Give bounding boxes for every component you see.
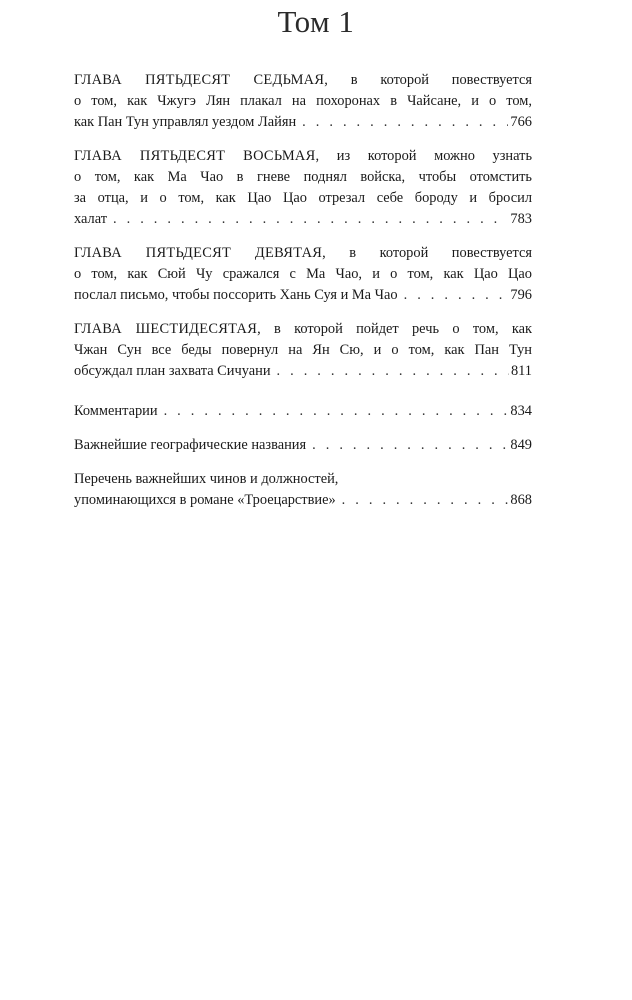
dot-leader: [312, 435, 508, 456]
chapter-description-start: , из которой можно узнать: [315, 148, 532, 164]
toc-entry-leader-line: [74, 285, 532, 306]
dot-leader: [113, 209, 508, 230]
toc-entry-ranks-and-posts[interactable]: [74, 469, 532, 511]
toc-entry-line: о том, как Чжугэ Лян плакал на похоронах в Чайсане, и о том,: [74, 93, 532, 109]
chapter-description-start: , в которой повествуется: [324, 72, 532, 88]
chapter-description-end: послал письмо, чтобы поссорить Хань Суя и Ма Чао: [74, 287, 398, 303]
table-of-contents: [74, 70, 532, 511]
toc-entry-leader-line: [74, 112, 532, 133]
chapter-description-end: обсуждал план захвата Сичуани: [74, 363, 271, 379]
dot-leader: [277, 361, 509, 382]
chapter-description-end: как Пан Тун управлял уездом Лайян: [74, 114, 297, 130]
chapter-title: ГЛАВА ШЕСТИДЕСЯТАЯ: [74, 321, 258, 337]
appendix-title-end: упоминающихся в романе «Троецарствие»: [74, 492, 336, 508]
chapter-description-start: , в которой повествуется: [322, 245, 532, 261]
dot-leader: [404, 285, 509, 306]
toc-entry-leader-line: [74, 401, 532, 422]
toc-entry-leader-line: [74, 435, 532, 456]
toc-entry-line: о том, как Ма Чао в гневе поднял войска, чтобы отомстить: [74, 169, 532, 185]
toc-entry-chapter-59[interactable]: [74, 243, 532, 306]
toc-entry-commentaries[interactable]: [74, 401, 532, 422]
appendix-title: Комментарии: [74, 403, 158, 419]
dot-leader: [302, 112, 508, 133]
page-number: 849: [510, 437, 532, 453]
appendix-title-start: Перечень важнейших чинов и должностей,: [74, 471, 339, 487]
appendix-title: Важнейшие географические названия: [74, 437, 307, 453]
dot-leader: [164, 401, 509, 422]
page-number: 811: [510, 363, 532, 379]
chapter-title: ГЛАВА ПЯТЬДЕСЯТ ВОСЬМАЯ: [74, 148, 316, 164]
toc-entry-line: [74, 70, 532, 91]
toc-entry-leader-line: [74, 490, 532, 511]
toc-entry-leader-line: [74, 361, 532, 382]
dot-leader: [342, 490, 509, 511]
toc-entry-line: о том, как Сюй Чу сражался с Ма Чао, и о том, как Цао Цао: [74, 266, 532, 282]
page-number: 796: [510, 287, 532, 303]
chapter-description-end: халат: [74, 211, 108, 227]
page-number: 834: [510, 403, 532, 419]
chapter-description-start: , в которой пойдет речь о том, как: [257, 321, 532, 337]
toc-entry-line: [74, 319, 532, 340]
toc-entry-line: [74, 146, 532, 167]
toc-entry-leader-line: [74, 209, 532, 230]
toc-entry-line: за отца, и о том, как Цао Цао отрезал себе бороду и бросил: [74, 190, 532, 206]
page-number: 783: [510, 211, 532, 227]
chapter-title: ГЛАВА ПЯТЬДЕСЯТ СЕДЬМАЯ: [74, 72, 325, 88]
page-number: 868: [510, 492, 532, 508]
toc-entry-chapter-60[interactable]: [74, 319, 532, 382]
volume-title: Том 1: [277, 4, 355, 39]
page-number: 766: [510, 114, 532, 130]
toc-entry-line: Чжан Сун все беды повернул на Ян Сю, и о том, как Пан Тун: [74, 342, 532, 358]
toc-entry-chapter-58[interactable]: [74, 146, 532, 230]
toc-entry-chapter-57[interactable]: [74, 70, 532, 133]
toc-entry-geographic-names[interactable]: [74, 435, 532, 456]
chapter-title: ГЛАВА ПЯТЬДЕСЯТ ДЕВЯТАЯ: [74, 245, 323, 261]
toc-entry-line: [74, 243, 532, 264]
